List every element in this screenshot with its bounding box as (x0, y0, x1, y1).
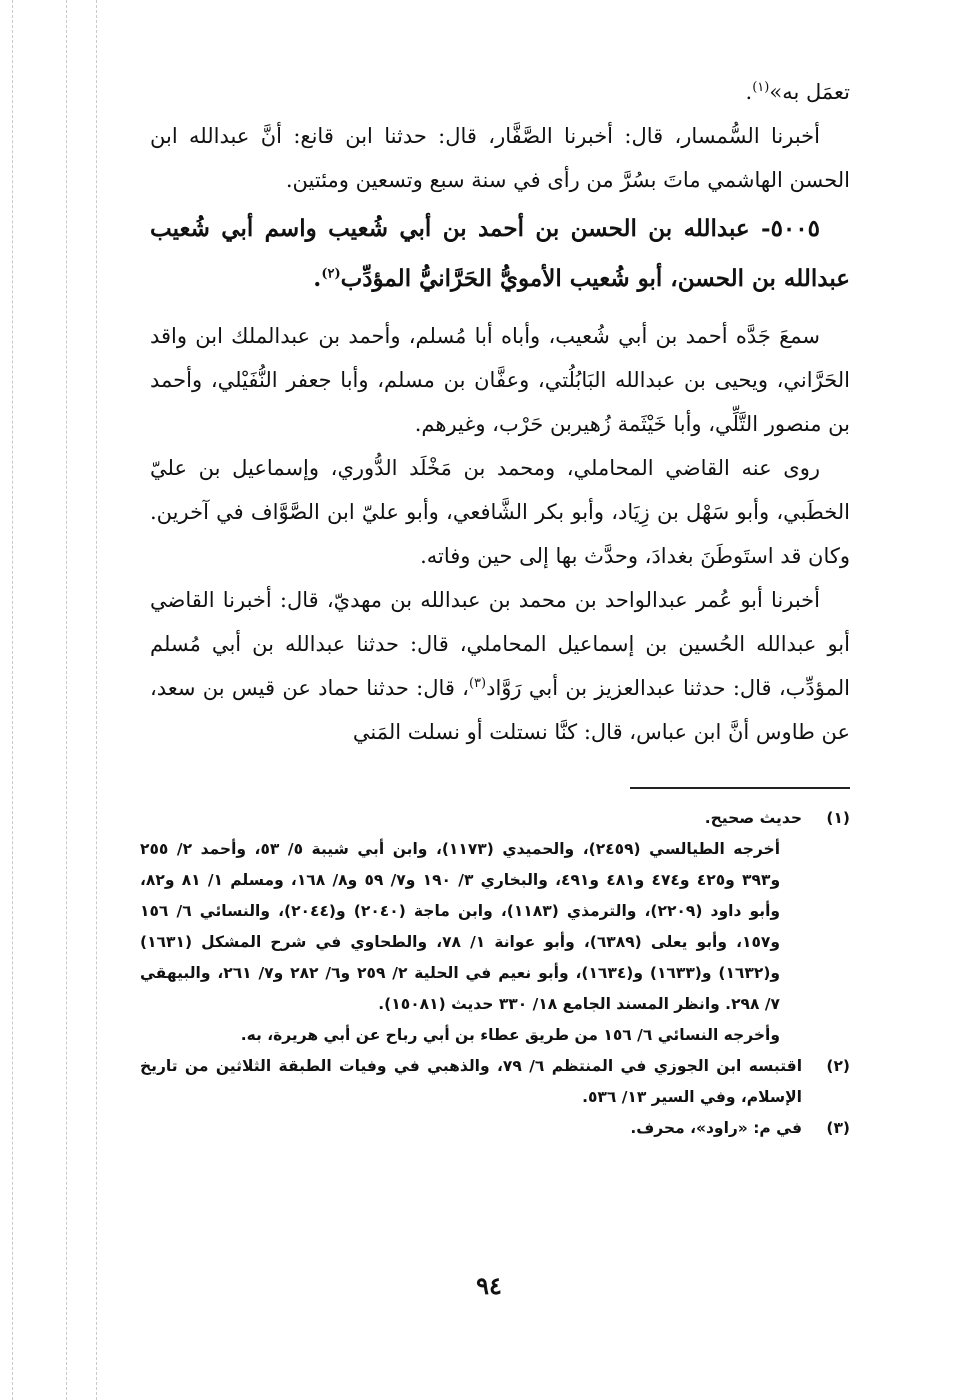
footnote-text: في م: «راود»، محرف. (630, 1119, 802, 1137)
main-text (150, 70, 850, 754)
footnote-2 (140, 1051, 850, 1113)
scan-guide-line (96, 0, 97, 1400)
paragraph-isnad-1: أخبرنا السُّمسار، قال: أخبرنا الصَّفَّار، قال: حدثنا ابن قانع: أنَّ عبدالله ابن الحسن الهاشمي ماتَ بسُرَّ من رأى في سنة سبع وتسعين ومئتين. (150, 124, 850, 192)
entry-heading: ٥٠٠٥- عبدالله بن الحسن بن أحمد بن أبي شُعيب واسم أبي شُعيب عبدالله بن الحسن، أبو شُعيب الأمويُّ الحَرَّانيُّ المؤدِّب$^{(٢)}$. (150, 215, 850, 292)
scan-guide-line (12, 0, 13, 1400)
footnote-ref: (٢) (321, 266, 341, 282)
footnote-number: (٣) (826, 1119, 850, 1137)
footnote-1-additional: وأخرجه النسائي ٦/ ١٥٦ من طريق عطاء بن أبي رباح عن أبي هريرة، به. (240, 1026, 780, 1044)
footnotes (140, 803, 850, 1144)
footnote-1 (140, 803, 850, 834)
footnote-separator (630, 787, 850, 789)
footnote-ref: (١) (752, 80, 770, 95)
scan-guide-line (66, 0, 67, 1400)
footnote-1-sources: أخرجه الطيالسي (٢٤٥٩)، والحميدي (١١٧٣)، وابن أبي شيبة ٥/ ٥٣، وأحمد ٢/ ٢٥٥ و٣٩٣ و٤٢٥ و٤٧٤ و٤٨١ و٤٩١، والبخاري ٣/ ١٩٠ و٧/ ٥٩ و٨/ ١٦٨، ومسلم ١/ ٨١ و٨٢، وأبو داود (٢٢٠٩)، والترمذي (١١٨٣)، وابن ماجة (٢٠٤٠) و(٢٠٤٤)، والنسائي ٦/ ١٥٦ و١٥٧، وأبو يعلى (٦٣٨٩)، وأبو عوانة ١/ ٧٨، والطحاوي في شرح المشكل (١٦٣١) و(١٦٣٢) و(١٦٣٣) و(١٦٣٤)، وأبو نعيم في الحلية ٢/ ٢٥٩ و٦/ ٢٨٢ و٧/ ٢٦١، والبيهقي ٧/ ٢٩٨. وانظر المسند الجامع ١٨/ ٣٣٠ حديث (١٥٠٨١). (140, 840, 781, 1013)
paragraph-isnad-2: أخبرنا أبو عُمر عبدالواحد بن محمد بن عبدالله بن مهديّ، قال: أخبرنا القاضي أبو عبدالله الحُسين بن إسماعيل المحاملي، قال: حدثنا عبدالله بن أبي مُسلم المؤدِّب، قال: حدثنا عبدالعزيز بن أبي رَوَّاد$^{(٣)}$، قال: حدثنا حماد عن قيس بن سعد، عن طاوس أنَّ ابن عباس، قال: كنَّا نستلت أو نسلت المَني (150, 588, 850, 744)
footnote-ref: (٣) (468, 676, 487, 691)
footnote-number: (٢) (826, 1057, 850, 1075)
footnote-number: (١) (826, 809, 850, 827)
footnote-text: حديث صحيح. (704, 809, 802, 827)
paragraph-teachers: سمعَ جَدَّه أحمد بن أبي شُعيب، وأباه أبا مُسلم، وأحمد بن عبدالملك ابن واقد الحَرَّاني، ويحيى بن عبدالله البَابُلُتي، وعفَّان بن مسلم، وأبا جعفر النُّفَيْلي، وأحمد بن منصور التَّلِّي، وأبا خَيْثَمة زُهيربن حَرْب، وغيرهم. (150, 324, 850, 436)
paragraph-students: روى عنه القاضي المحاملي، ومحمد بن مَخْلَد الدُّوري، وإسماعيل بن عليّ الخطَبي، وأبو سَهْل بن زِيَاد، وأبو بكر الشَّافعي، وأبو عليّ ابن الصَّوَّاف في آخرين. وكان قد استَوطَنَ بغدادَ، وحدَّث بها إلى حين وفاته. (150, 456, 850, 568)
page-number: ٩٤ (476, 1271, 502, 1300)
footnote-text: اقتبسه ابن الجوزي في المنتظم ٦/ ٧٩، والذهبي في وفيات الطبقة الثلاثين من تاريخ الإسلام، وفي السير ١٣/ ٥٣٦. (140, 1057, 803, 1106)
footnote-3 (140, 1113, 850, 1144)
top-fragment: تعمَل به»$^{(١)}$. (745, 80, 850, 104)
